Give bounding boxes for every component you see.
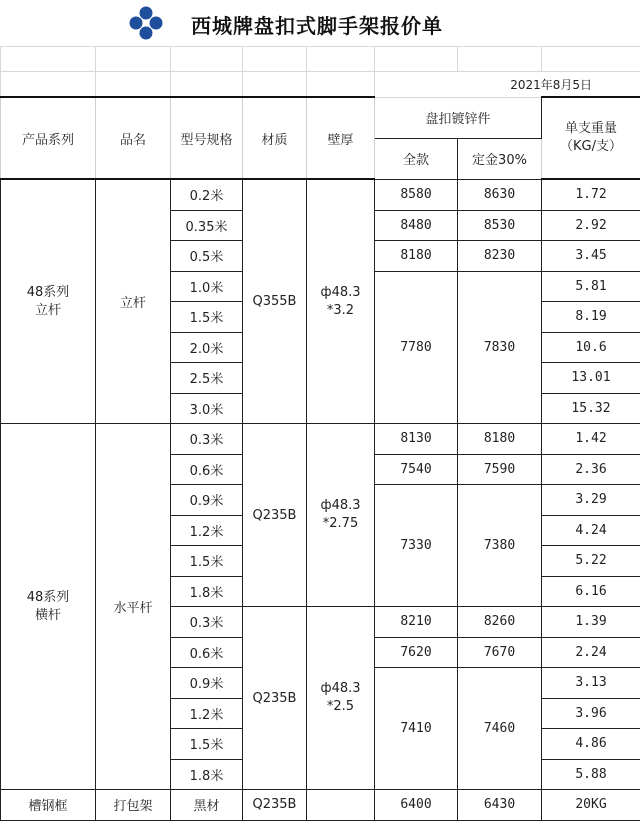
price-table (0, 46, 640, 821)
full-cell: 7330 (375, 485, 458, 607)
weight-cell: 4.86 (542, 729, 640, 760)
spec-cell: 0.3米 (171, 607, 243, 638)
material-cell: Q355B (243, 179, 307, 424)
spec-cell: 1.2米 (171, 698, 243, 729)
date-row (1, 72, 640, 98)
spec-cell: 1.8米 (171, 759, 243, 790)
spec-cell: 1.8米 (171, 576, 243, 607)
deposit-cell: 7670 (458, 637, 542, 668)
spec-cell: 黑材 (171, 790, 243, 821)
spec-cell: 1.5米 (171, 302, 243, 333)
wall-cell (307, 179, 375, 424)
weight-cell: 6.16 (542, 576, 640, 607)
wall-line1: ф48.3 (320, 285, 360, 300)
full-cell: 7780 (375, 271, 458, 424)
wall-line2: *2.75 (323, 516, 358, 531)
weight-cell: 3.45 (542, 241, 640, 272)
spec-cell: 0.9米 (171, 668, 243, 699)
weight-cell: 5.88 (542, 759, 640, 790)
weight-cell: 3.13 (542, 668, 640, 699)
weight-cell: 15.32 (542, 393, 640, 424)
col-weight-line1: 单支重量 (565, 121, 617, 136)
col-group: 盘扣镀锌件 (375, 97, 542, 138)
col-wall: 壁厚 (307, 97, 375, 179)
full-cell: 6400 (375, 790, 458, 821)
col-material: 材质 (243, 97, 307, 179)
col-product-series: 产品系列 (1, 97, 96, 179)
deposit-cell: 7830 (458, 271, 542, 424)
weight-cell: 5.81 (542, 271, 640, 302)
col-weight-line2: （KG/支） (560, 139, 622, 154)
table-row (1, 790, 640, 821)
full-cell: 7620 (375, 637, 458, 668)
deposit-cell: 8230 (458, 241, 542, 272)
weight-cell: 3.29 (542, 485, 640, 516)
wall-cell (307, 790, 375, 821)
full-cell: 8130 (375, 424, 458, 455)
deposit-cell: 6430 (458, 790, 542, 821)
table-row (1, 179, 640, 210)
spec-cell: 1.5米 (171, 729, 243, 760)
deposit-cell: 8630 (458, 179, 542, 210)
material-cell: Q235B (243, 424, 307, 607)
col-full: 全款 (375, 138, 458, 179)
series-cell (1, 424, 96, 790)
name-cell: 水平杆 (96, 424, 171, 790)
spec-cell: 0.3米 (171, 424, 243, 455)
series-line2: 横杆 (35, 608, 61, 623)
series-line1: 48系列 (27, 590, 70, 605)
header-row (1, 97, 640, 138)
full-cell: 7410 (375, 668, 458, 790)
wall-cell (307, 424, 375, 607)
deposit-cell: 7380 (458, 485, 542, 607)
series-cell: 槽钢框 (1, 790, 96, 821)
wall-line2: *2.5 (327, 699, 354, 714)
wall-line1: ф48.3 (320, 681, 360, 696)
weight-cell: 5.22 (542, 546, 640, 577)
material-cell: Q235B (243, 607, 307, 790)
col-weight (542, 97, 640, 179)
spec-cell: 0.2米 (171, 179, 243, 210)
spec-cell: 2.5米 (171, 363, 243, 394)
full-cell: 8180 (375, 241, 458, 272)
series-line1: 48系列 (27, 285, 70, 300)
wall-line2: *3.2 (327, 303, 354, 318)
full-cell: 8480 (375, 210, 458, 241)
weight-cell: 20KG (542, 790, 640, 821)
material-cell: Q235B (243, 790, 307, 821)
weight-cell: 2.36 (542, 454, 640, 485)
weight-cell: 2.92 (542, 210, 640, 241)
title-bar (0, 0, 640, 46)
weight-cell: 1.39 (542, 607, 640, 638)
name-cell: 打包架 (96, 790, 171, 821)
deposit-cell: 8530 (458, 210, 542, 241)
wall-line1: ф48.3 (320, 498, 360, 513)
series-line2: 立杆 (35, 303, 61, 318)
weight-cell: 1.42 (542, 424, 640, 455)
spec-cell: 0.6米 (171, 454, 243, 485)
spec-cell: 0.5米 (171, 241, 243, 272)
series-cell (1, 179, 96, 424)
spec-cell: 1.0米 (171, 271, 243, 302)
full-cell: 8210 (375, 607, 458, 638)
name-cell: 立杆 (96, 179, 171, 424)
weight-cell: 3.96 (542, 698, 640, 729)
deposit-cell: 7590 (458, 454, 542, 485)
date-label: 2021年8月5日 (375, 72, 640, 98)
spec-cell: 0.6米 (171, 637, 243, 668)
weight-cell: 4.24 (542, 515, 640, 546)
col-name: 品名 (96, 97, 171, 179)
full-cell: 7540 (375, 454, 458, 485)
page-title: 西城牌盘扣式脚手架报价单 (191, 10, 443, 39)
table-row (1, 424, 640, 455)
col-deposit: 定金30% (458, 138, 542, 179)
weight-cell: 8.19 (542, 302, 640, 333)
spec-cell: 0.35米 (171, 210, 243, 241)
four-circle-logo-icon (129, 6, 163, 40)
blank-row (1, 47, 640, 72)
spec-cell: 3.0米 (171, 393, 243, 424)
spec-cell: 1.2米 (171, 515, 243, 546)
spec-cell: 1.5米 (171, 546, 243, 577)
weight-cell: 13.01 (542, 363, 640, 394)
deposit-cell: 8180 (458, 424, 542, 455)
full-cell: 8580 (375, 179, 458, 210)
spec-cell: 2.0米 (171, 332, 243, 363)
col-spec: 型号规格 (171, 97, 243, 179)
weight-cell: 10.6 (542, 332, 640, 363)
weight-cell: 1.72 (542, 179, 640, 210)
spec-cell: 0.9米 (171, 485, 243, 516)
weight-cell: 2.24 (542, 637, 640, 668)
wall-cell (307, 607, 375, 790)
deposit-cell: 8260 (458, 607, 542, 638)
deposit-cell: 7460 (458, 668, 542, 790)
